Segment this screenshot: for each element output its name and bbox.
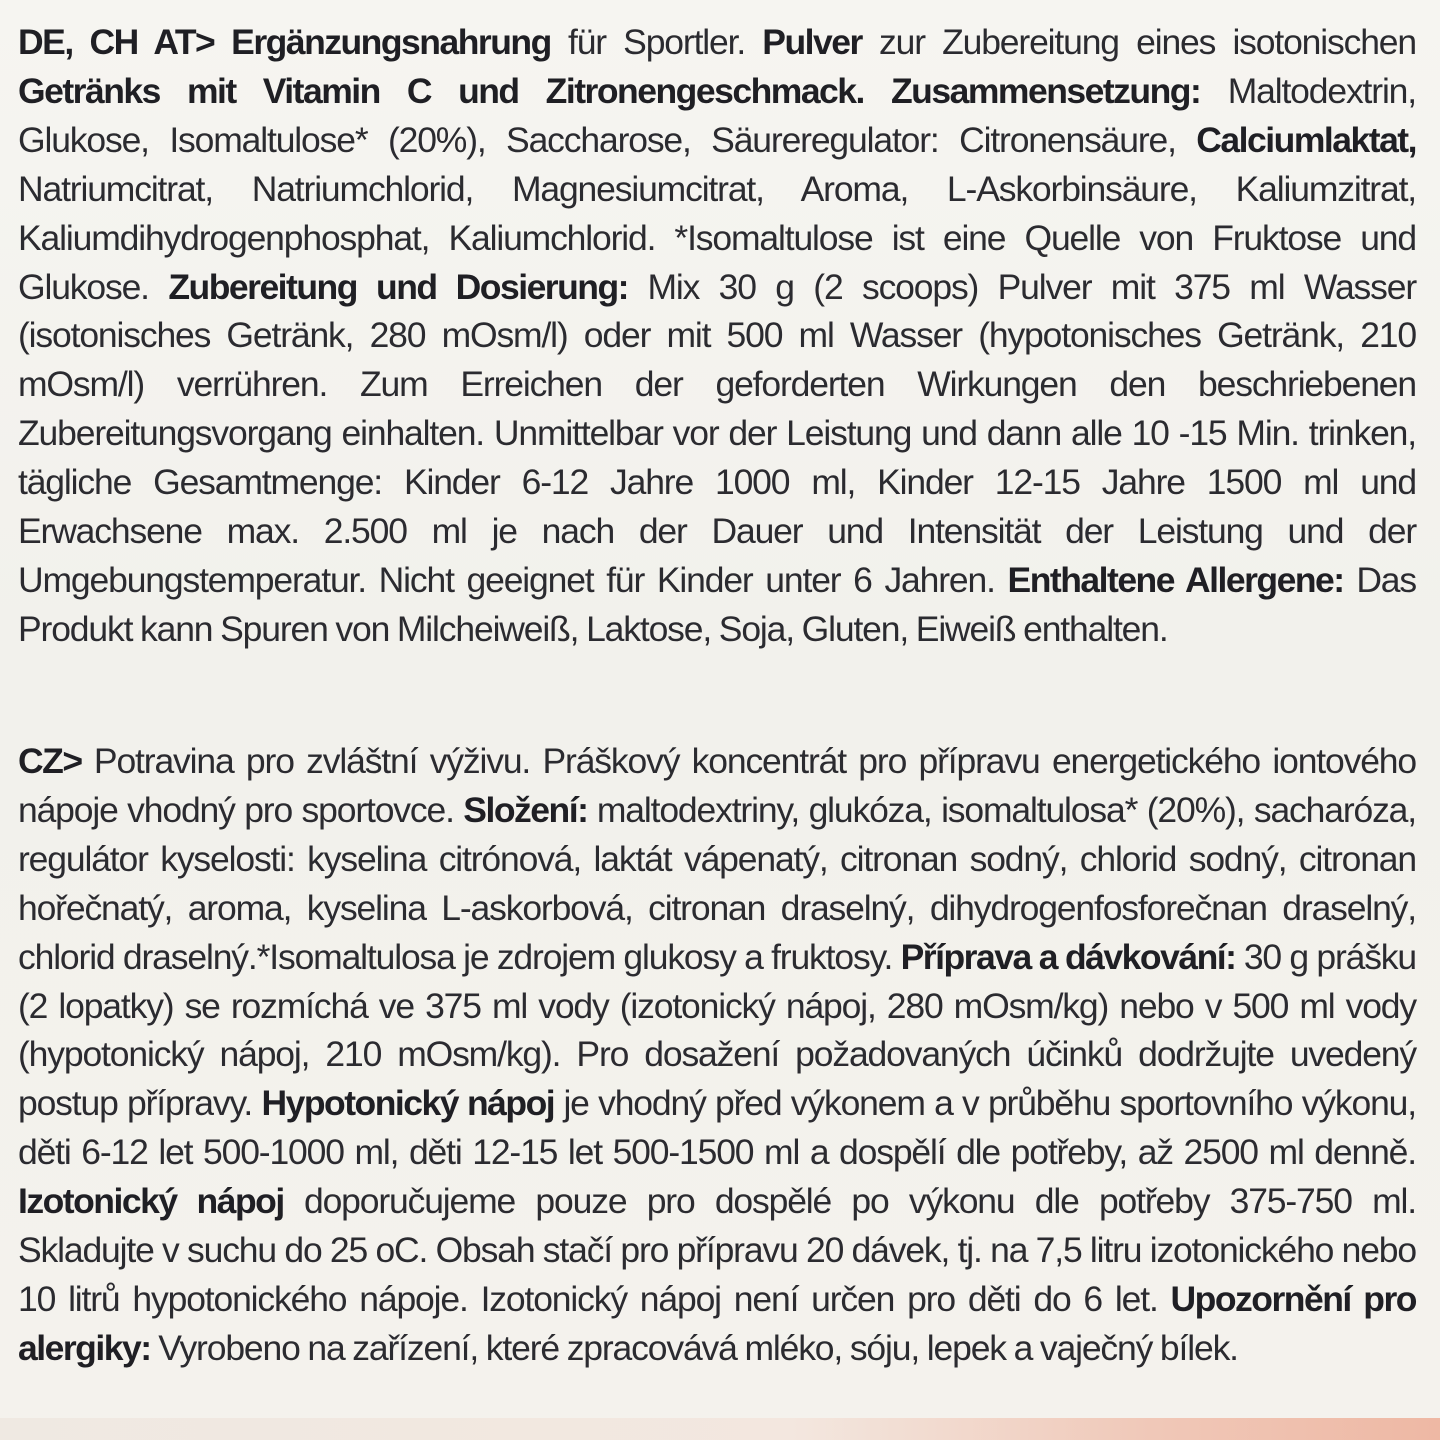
de-segment: DE, CH AT> Ergänzungsnahrung xyxy=(18,22,551,62)
label-text-cz xyxy=(18,737,1416,1373)
cz-segment: maltodextriny, glukóza, isomaltulosa* (20%), sacharóza, regulátor kyselosti: kyselina citrónová, laktát vápenatý, citronan sodný, chlorid sodný, citronan hořečnatý, aroma, kyselina L-askorbová, citronan draselný, dihydrogenfosforečnan draselný, chlorid draselný.*Isomaltulosa je zdrojem glukosy a fruktosy. xyxy=(18,789,1416,977)
de-segment: Das Produkt kann Spuren von Milcheiweiß, Laktose, Soja, Gluten, Eiweiß enthalten. xyxy=(18,559,1417,649)
de-segment: zur Zubereitung eines isotonischen xyxy=(861,22,1416,62)
label-bottom-color-band xyxy=(0,1418,1440,1440)
cz-segment: 30 g prášku (2 lopatky) se rozmíchá ve 375 ml vody (izotonický nápoj, 280 mOsm/kg) nebo v 500 ml vody (hypotonický nápoj, 210 mOsm/kg). Pro dosažení požadovaných účinků dodržujte uvedený postup přípravy. xyxy=(18,936,1417,1124)
cz-segment: Upozornění pro alergiky: xyxy=(18,1278,1416,1368)
cz-segment: Hypotonický nápoj xyxy=(261,1083,555,1124)
de-segment: für Sportler. xyxy=(550,22,763,62)
de-segment: Pulver xyxy=(762,22,862,62)
label-text-de xyxy=(18,18,1416,654)
de-segment: Enthaltene Allergene: xyxy=(1007,559,1344,600)
de-segment: Maltodextrin, Glukose, Isomaltulose* (20%), Saccharose, Säureregulator: Citronensäure, xyxy=(18,70,1416,160)
cz-segment: Příprava a dávkování: xyxy=(900,936,1236,977)
de-segment: Calciumlaktat, xyxy=(1196,119,1416,160)
cz-segment: Izotonický nápoj xyxy=(18,1181,284,1222)
de-segment: Getränks mit Vitamin C und Zitronengeschmack. Zusammensetzung: xyxy=(18,70,1201,111)
de-segment: Natriumcitrat, Natriumchlorid, Magnesiumcitrat, Aroma, L-Askorbinsäure, Kaliumzitrat, Kaliumdihydrogenphosphat, Kaliumchlorid. *Isomaltulose ist eine Quelle von Fruktose und Glukose. xyxy=(18,168,1416,307)
cz-segment: Potravina pro zvláštní výživu. Práškový koncentrát pro přípravu energetického iontového nápoje vhodný pro sportovce. xyxy=(18,741,1416,830)
cz-segment: Složení: xyxy=(463,789,588,830)
cz-segment: Vyrobeno na zařízení, které zpracovává mléko, sóju, lepek a vaječný bílek. xyxy=(150,1327,1238,1368)
de-segment: Mix 30 g (2 scoops) Pulver mit 375 ml Wasser (isotonisches Getränk, 280 mOsm/l) oder mit 500 ml Wasser (hypotonisches Getränk, 210 mOsm/l) verrühren. Zum Erreichen der geforderten Wirkungen den beschriebenen Zubereitungsvorgang einhalten. Unmittelbar vor der Leistung und dann alle 10 -15 Min. trinken, tägliche Gesamtmenge: Kinder 6-12 Jahre 1000 ml, Kinder 12-15 Jahre 1500 ml und Erwachsene max. 2.500 ml je nach der Dauer und Intensität der Leistung und der Umgebungstemperatur. Nicht geeignet für Kinder unter 6 Jahren. xyxy=(18,266,1416,600)
cz-segment: doporučujeme pouze pro dospělé po výkonu dle potřeby 375-750 ml. Skladujte v suchu do 25 oC. Obsah stačí pro přípravu 20 dávek, tj. na 7,5 litru izotonického nebo 10 litrů hypotonického nápoje. Izotonický nápoj není určen pro děti do 6 let. xyxy=(18,1181,1416,1319)
de-segment: Zubereitung und Dosierung: xyxy=(168,266,629,307)
cz-segment: je vhodný před výkonem a v průběhu sportovního výkonu, děti 6-12 let 500-1000 ml, děti 12-15 let 500-1500 ml a dospělí dle potřeby, až 2500 ml denně. xyxy=(18,1083,1416,1173)
cz-segment: CZ> xyxy=(18,741,82,781)
